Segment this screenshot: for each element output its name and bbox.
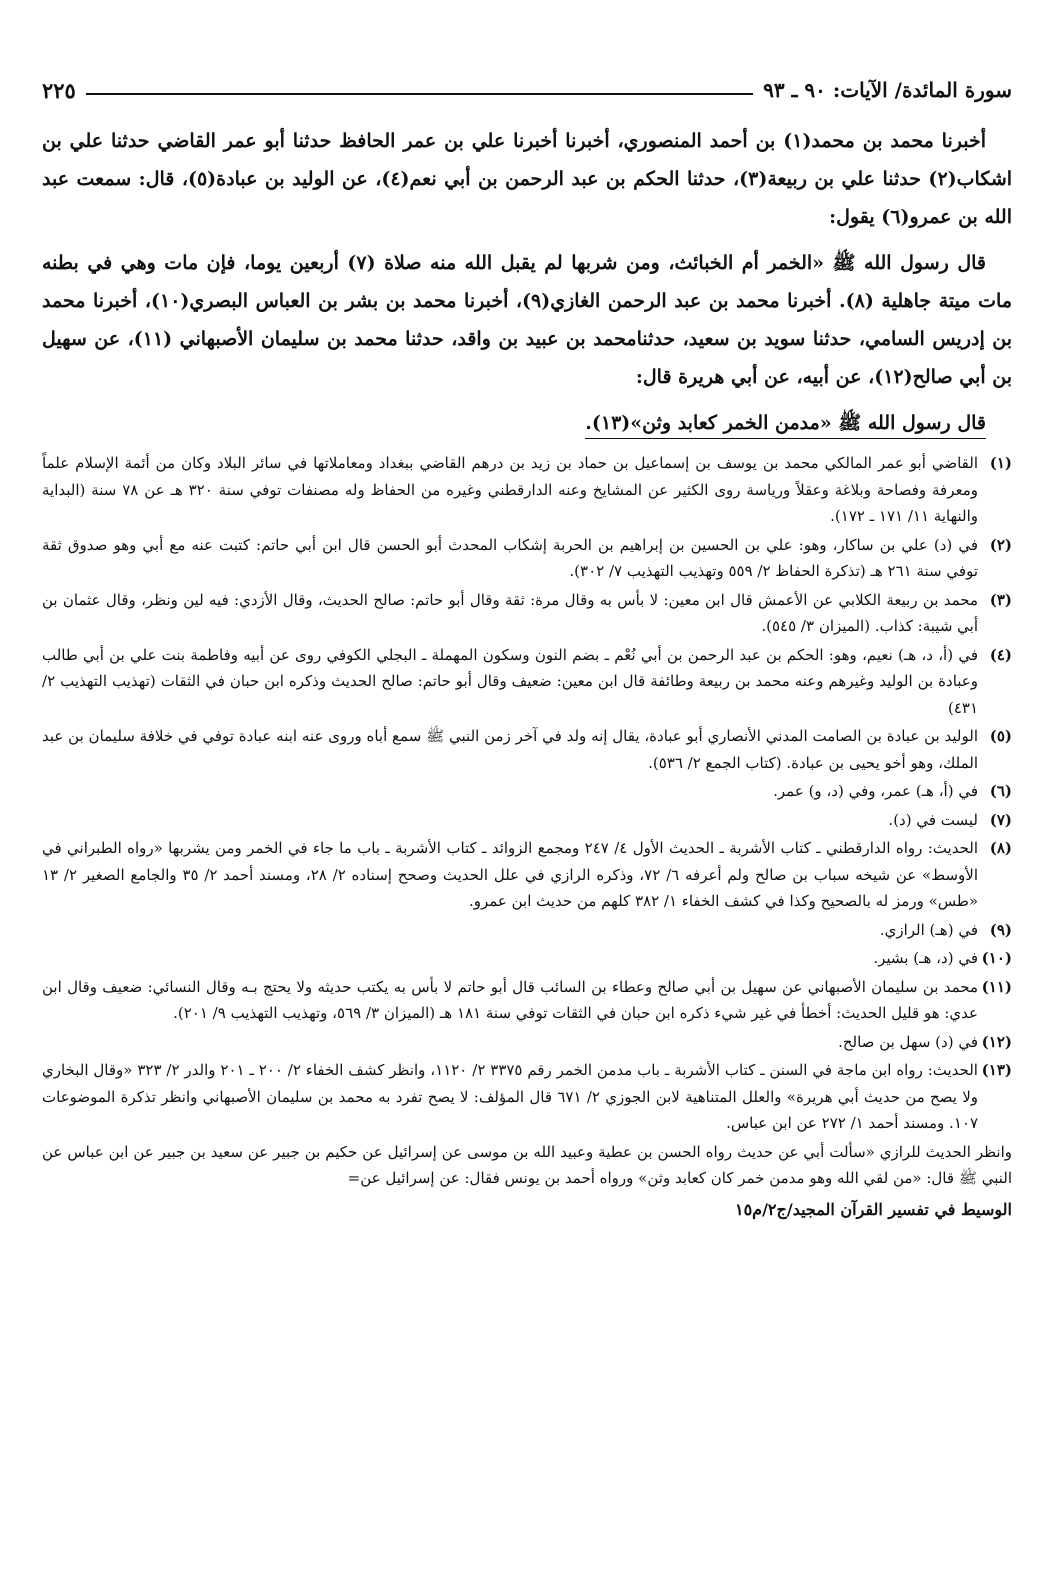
- footnote-number: (٢): [989, 535, 1012, 554]
- surah-title: سورة المائدة/ الآيات: ٩٠ ـ ٩٣: [763, 78, 1012, 102]
- footnote: [42, 450, 1012, 530]
- footnote: [42, 587, 1012, 640]
- footnote-text: ليست في (د).: [888, 810, 978, 829]
- footnote-text: الوليد بن عبادة بن الصامت المدني الأنصاري أبو عبادة، يقال إنه ولد في آخر زمن النبي ﷺ سمع أباه وروى عنه ابنه عبادة توفي في خلافة سليمان بن عبد الملك، وهو أخو يحيى بن عبادة. (كتاب الجمع ٢/ ٥٣٦).: [42, 727, 978, 772]
- footnote-number: (٩): [989, 920, 1012, 939]
- footnote-number: (١١): [981, 977, 1012, 996]
- paragraph-2: قال رسول الله ﷺ «الخمر أم الخبائث، ومن شربها لم يقبل الله منه صلاة (٧) أربعين يوما، فإن مات وهي في بطنه مات ميتة جاهلية (٨). أخبرنا محمد بن عبد الرحمن الغازي(٩)، أخبرنا محمد بن بشر بن العباس البصري(١٠)، أخبرنا محمد بن إدريس السامي، حدثنا سويد بن سعيد، حدثنامحمد بن عبيد بن واقد، حدثنا محمد بن سليمان الأصبهاني (١١)، عن سهيل بن أبي صالح(١٢)، عن أبيه، عن أبي هريرة قال:: [42, 252, 1013, 388]
- footnote-number: (٨): [989, 839, 1012, 857]
- footnote: [42, 917, 1012, 944]
- footnote-number: (٤): [989, 645, 1012, 664]
- book-page: [42, 70, 1012, 1560]
- footnote-number: (١٠): [981, 949, 1012, 967]
- page-number: ٢٢٥: [42, 77, 76, 103]
- footnote-text: في (هـ) الرازي.: [879, 920, 978, 939]
- signature-line: الوسيط في تفسير القرآن المجيد/ج٢/م١٥: [734, 1199, 1012, 1219]
- footnote: [42, 642, 1012, 722]
- footnote: [42, 532, 1012, 585]
- footnote-number: (١٣): [981, 1061, 1012, 1079]
- header-rule: [86, 93, 753, 95]
- footnote-number: (١٢): [981, 1032, 1012, 1051]
- footnote-text: محمد بن سليمان الأصبهاني عن سهيل بن أبي صالح وعطاء بن السائب قال أبو حاتم لا بأس به يكتب حديثه ولا يحتج بـه وقال النسائي: ضعيف وقال ابن عدي: هو قليل الحديث: أخطأ في غير شيء ذكره ابن حبان في الثقات توفي سنة ١٨١ هـ (الميزان ٣/ ٥٦٩، وتهذيب التهذيب ٩/ ٢٠١).: [42, 977, 978, 1022]
- footnote-continuation-text: وانظر الحديث للرازي «سألت أبي عن حديث رواه الحسن بن عطية وعبيد الله بن موسى عن إسرائيل عن حكيم بن جبير عن سعيد بن جبير عن ابن عباس عن النبي ﷺ قال: «من لقي الله وهو مدمن خمر كان كعابد وثن» ورواه أحمد بن يونس فقال: عن إسرائيل عن=: [42, 1142, 1012, 1187]
- footnote: [42, 1029, 1012, 1056]
- footnote-text: الحديث: رواه الدارقطني ـ كتاب الأشربة ـ الحديث الأول ٤/ ٢٤٧ ومجمع الزوائد ـ كتاب الأشربة ـ باب ما جاء في الخمر ومن يشربها «رواه الطبراني في الأوسط» عن شيخه سباب بن صالح ولم أعرفه ٦/ ٧٢، وذكره الرازي في علل الحديث وصحح إسناده ٢/ ٢٨، ومسند أحمد ٢/ ٣٥ والجامع الصغير ٢/ ١٣ «طس» ورمز له بالصحيح وكذا في كشف الخفاء ١/ ٣٨٢ كلهم من حديث ابن عمرو.: [42, 839, 978, 910]
- footnote: [42, 807, 1012, 834]
- paragraph-3: [42, 404, 1012, 442]
- footnote: [42, 974, 1012, 1027]
- footnote-text: في (أ، هـ) عمر، وفي (د، و) عمر.: [773, 782, 978, 800]
- paragraph-1: أخبرنا محمد بن محمد(١) بن أحمد المنصوري، أخبرنا أخبرنا علي بن عمر الحافظ حدثنا أبو عمر القاضي حدثنا علي بن اشكاب(٢) حدثنا علي بن ربيعة(٣)، حدثنا الحكم بن عبد الرحمن بن أبي نعم(٤)، عن الوليد بن عبادة(٥)، قال: سمعت عبد الله بن عمرو(٦) يقول:: [42, 130, 1013, 228]
- hadith-text: قال رسول الله ﷺ «مدمن الخمر كعابد وثن»(١٣).: [585, 412, 986, 439]
- footnote-number: (٣): [989, 590, 1012, 609]
- footnote-text: في (د، هـ) بشير.: [873, 949, 978, 967]
- footnote-text: محمد بن ربيعة الكلابي عن الأعمش قال ابن معين: لا بأس به وقال مرة: ثقة وقال أبو حاتم: صالح الحديث، وقال الأزدي: فيه لين ونظر، وقال عثمان بن أبي شيبة: كذاب. (الميزان ٣/ ٥٤٥).: [42, 590, 978, 635]
- footnote-number: (٥): [989, 727, 1012, 745]
- footnote-text: القاضي أبو عمر المالكي محمد بن يوسف بن إسماعيل بن حماد بن زيد بن درهم القاضي ببغداد ومعاملاتها في سائر البلاد وكان من أئمة الإسلام علماً ومعرفة وفصاحة وبلاغة وعقلاً ورياسة روى الكثير عن المشايخ وعنه الدارقطني وغيره من الحفاظ وله مصنفات توفي سنة ٣٢٠ هـ عن ٧٨ سنة (البداية والنهاية ١١/ ١٧١ ـ ١٧٢).: [42, 454, 978, 525]
- footnote-number: (٧): [989, 810, 1012, 829]
- footnote-continuation: [42, 1139, 1012, 1192]
- footnote-number: (١): [989, 454, 1012, 472]
- footnote: [42, 1057, 1012, 1137]
- footnote: [42, 723, 1012, 776]
- footnote-text: في (أ، د، هـ) نعيم، وهو: الحكم بن عبد الرحمن بن أبي نُعْم ـ بضم النون وسكون المهملة ـ البجلي الكوفي روى عن أبيه وفاطمة بنت علي بن أبي طالب وعبادة بن الوليد وغيرهم وعنه محمد بن ربيعة وطائفة قال ابن معين: ضعيف وقال أبو حاتم: صالح الحديث وذكره ابن حبان في الثقات (تهذيب التهذيب ٢/ ٤٣١): [42, 645, 978, 717]
- footnote: [42, 835, 1012, 915]
- footnotes: [42, 450, 1012, 1192]
- running-head: [42, 70, 1012, 110]
- footnote-text: في (د) علي بن ساكار، وهو: علي بن الحسين بن إبراهيم بن الحربة إشكاب المحدث أبو الحسن قال ابن أبي حاتم: كتبت عنه مع أبي وهو صدوق ثقة توفي سنة ٢٦١ هـ (تذكرة الحفاظ ٢/ ٥٥٩ وتهذيب التهذيب ٧/ ٣٠٢).: [42, 535, 978, 580]
- footnote-text: الحديث: رواه ابن ماجة في السنن ـ كتاب الأشربة ـ باب مدمن الخمر رقم ٣٣٧٥ ٢/ ١١٢٠، وانظر كشف الخفاء ٢/ ٢٠٠ ـ ٢٠١ والدر ٢/ ٣٢٣ «وقال البخاري ولا يصح من حديث أبي هريرة» والعلل المتناهية لابن الجوزي ٢/ ٦٧١ قال المؤلف: لا يصح تفرد به محمد بن سليمان الأصبهاني وانظر تذكرة الموضوعات ١٠٧. ومسند أحمد ١/ ٢٧٢ عن ابن عباس.: [42, 1061, 978, 1132]
- footnote-text: في (د) سهل بن صالح.: [838, 1032, 978, 1051]
- footnote: [42, 945, 1012, 972]
- main-text: [42, 122, 1012, 442]
- footnote: [42, 778, 1012, 805]
- footnote-number: (٦): [989, 782, 1012, 800]
